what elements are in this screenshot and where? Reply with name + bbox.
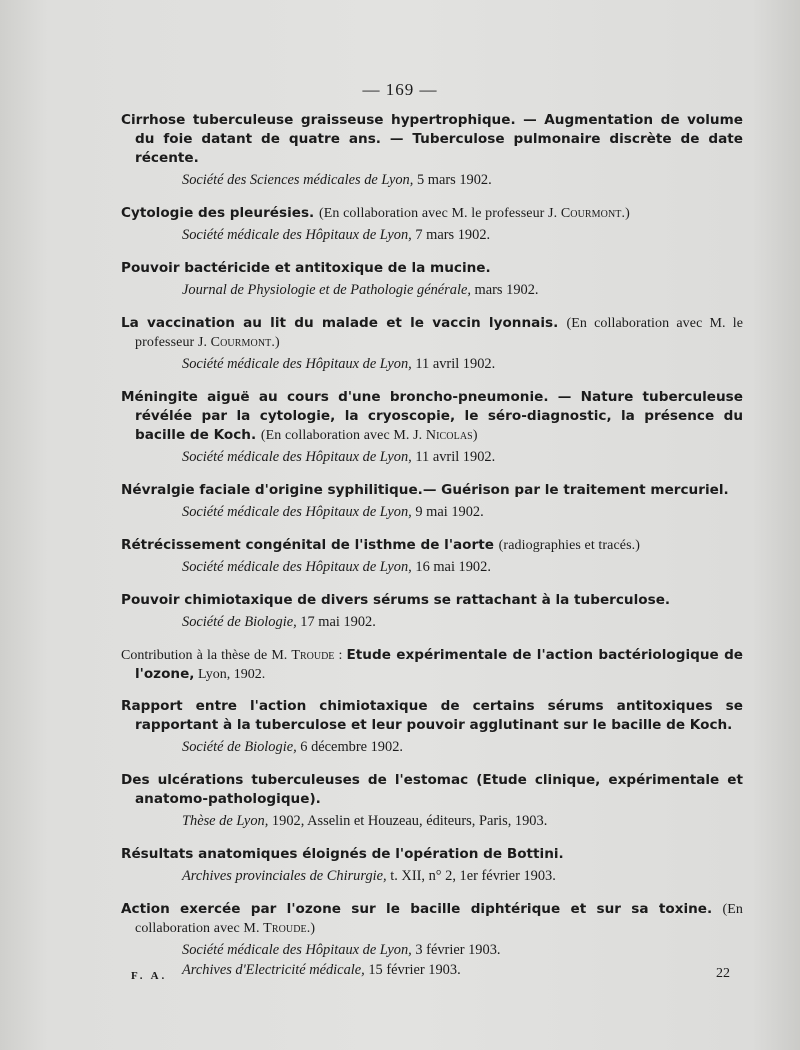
publication-line [121,557,743,577]
entry-heading [121,900,743,938]
bibliography-entry [121,591,743,632]
publication-line [121,225,743,245]
bibliography-entry [121,259,743,300]
entry-heading [121,771,743,809]
publication-journal: Société médicale des Hôpitaux de Lyon, [182,227,412,243]
entry-title: Cirrhose tuberculeuse graisseuse hypertrophique. — Augmentation de volume du foie datant de quatre ans. — Tuberculose pulmonaire discrète de date récente. [121,112,743,166]
bibliography-entry [121,646,743,684]
entry-title: Névralgie faciale d'origine syphilitique.— Guérison par le traitement mercuriel. [121,482,729,498]
publication-line [121,811,743,831]
bibliography-entry [121,697,743,757]
entry-title: Cytologie des pleurésies. [121,205,315,221]
publication-line [121,447,743,467]
note-collaborator: Troude [263,921,307,936]
entry-heading [121,314,743,352]
contribution-colon: : [338,648,343,663]
publication-journal: Société médicale des Hôpitaux de Lyon, [182,449,412,465]
bibliography-entry [121,771,743,831]
note-collaborator: Nicolas [425,428,473,443]
publication-date: 15 février 1903. [368,962,461,978]
publication-journal: Société des Sciences médicales de Lyon, [182,172,414,188]
publication-line [121,737,743,757]
note-close: .) [621,206,630,221]
entry-heading [121,259,743,278]
bibliography-entry [121,388,743,467]
footer-signature: F. A. [131,970,168,982]
entry-title: La vaccination au lit du malade et le vaccin lyonnais. [121,315,559,331]
entry-title: Action exercée par l'ozone sur le bacille diphtérique et sur sa toxine. [121,901,713,917]
publication-line [121,960,743,980]
entry-heading [121,388,743,445]
entry-collaboration-note [499,538,640,553]
publication-date: 7 mars 1902. [415,227,491,243]
contribution-title: Etude expérimentale de l'action bactériologique de l'ozone, [135,647,744,682]
publication-journal: Société médicale des Hôpitaux de Lyon, [182,356,412,372]
entry-heading [121,204,743,223]
entry-title: Des ulcérations tuberculeuses de l'estomac (Etude clinique, expérimentale et anatomo-pathologique). [121,772,743,807]
entry-title: Rétrécissement congénital de l'isthme de l'aorte [121,537,494,553]
entry-title: Pouvoir chimiotaxique de divers sérums se rattachant à la tuberculose. [121,592,671,608]
note-collaborator: Courmont [210,335,272,350]
bibliography-entry [121,111,743,190]
publication-journal: Archives provinciales de Chirurgie, [182,868,387,884]
contribution-lead: Contribution à la thèse de M. [121,648,288,663]
entry-heading [121,697,743,735]
entry-title: Méningite aiguë au cours d'une broncho-pneumonie. — Nature tuberculeuse révélée par la cytologie, la cryoscopie, le séro-diagnostic, la présence du bacille de Koch. [121,389,743,443]
publication-date: 1902, Asselin et Houzeau, éditeurs, Paris, 1903. [271,813,548,829]
entry-collaboration-note [319,206,630,221]
note-collaborator: Courmont [560,206,622,221]
publication-line [121,866,743,886]
bibliography-list [121,111,743,994]
publication-date: t. XII, n° 2, 1er février 1903. [390,868,556,884]
publication-line [121,612,743,632]
publication-date: 11 avril 1902. [415,356,496,372]
publication-journal: Société médicale des Hôpitaux de Lyon, [182,504,412,520]
publication-line [121,940,743,960]
publication-date: 5 mars 1902. [416,172,492,188]
note-close: .) [271,335,280,350]
bibliography-entry [121,845,743,886]
bibliography-entry [121,536,743,577]
publication-line [121,502,743,522]
bibliography-entry [121,314,743,374]
publication-journal: Journal de Physiologie et de Pathologie générale, [182,282,471,298]
contribution-place-date: Lyon, 1902. [197,667,266,682]
note-text: (En collaboration avec M. le professeur J. [318,206,558,221]
entry-title: Pouvoir bactéricide et antitoxique de la mucine. [121,260,491,276]
note-text: (radiographies et tracés.) [498,538,641,553]
publication-journal: Société médicale des Hôpitaux de Lyon, [182,559,412,575]
publication-date: mars 1902. [474,282,539,298]
bibliography-entry [121,900,743,980]
contribution-author: Troude [291,648,335,663]
publication-date: 9 mai 1902. [415,504,484,520]
note-text: (En collaboration avec M. [135,902,744,936]
entry-heading [121,536,743,555]
publication-line [121,280,743,300]
entry-collaboration-note [261,428,478,443]
footer-sheet-number: 22 [716,966,730,981]
note-text: (En collaboration avec M. le professeur J. [135,316,744,350]
entry-title: Rapport entre l'action chimiotaxique de certains sérums antitoxiques se rapportant à la tuberculose et leur pouvoir agglutinant sur le bacille de Koch. [121,698,743,733]
note-close: .) [306,921,316,936]
publication-journal: Société médicale des Hôpitaux de Lyon, [182,942,412,958]
contribution-line [121,646,743,684]
publication-date: 3 février 1903. [415,942,501,958]
note-close: ) [472,428,478,443]
page-number: — 169 — [362,80,438,99]
entry-heading [121,111,743,168]
entry-title: Résultats anatomiques éloignés de l'opération de Bottini. [121,846,564,862]
note-text: (En collaboration avec M. J. [260,428,423,443]
publication-line [121,170,743,190]
publication-date: 17 mai 1902. [300,614,376,630]
entry-heading [121,845,743,864]
entry-heading [121,481,743,500]
publication-journal: Thèse de Lyon, [182,813,269,829]
publication-journal: Archives d'Electricité médicale, [182,962,365,978]
bibliography-entry [121,204,743,245]
bibliography-entry [121,481,743,522]
publication-date: 16 mai 1902. [415,559,491,575]
publication-date: 11 avril 1902. [415,449,496,465]
publication-line [121,354,743,374]
entry-heading [121,591,743,610]
publication-journal: Société de Biologie, [182,614,297,630]
publication-journal: Société de Biologie, [182,739,297,755]
publication-date: 6 décembre 1902. [300,739,403,755]
